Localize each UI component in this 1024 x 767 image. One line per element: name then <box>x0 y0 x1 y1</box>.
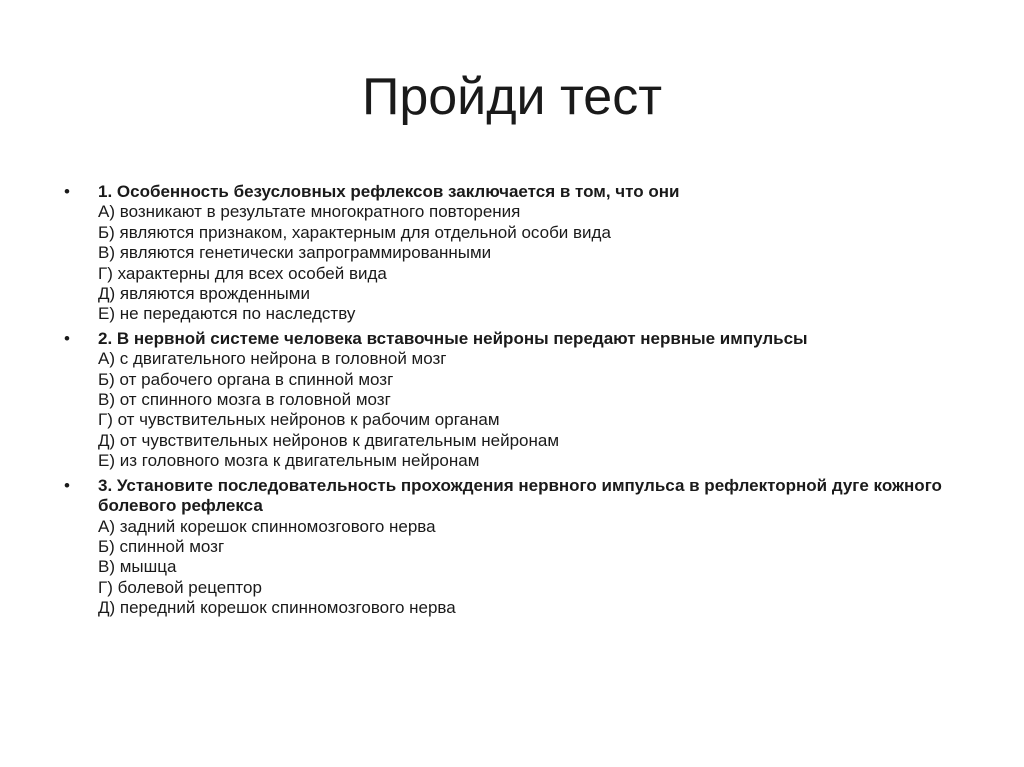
answer-option: А) с двигательного нейрона в головной мозг <box>98 349 447 369</box>
answer-option: Е) из головного мозга к двигательным нейронам <box>98 451 480 471</box>
answer-list <box>98 349 964 471</box>
question-list <box>64 182 964 623</box>
question-item <box>64 182 964 325</box>
answer-option: Д) передний корешок спинномозгового нерва <box>98 598 456 618</box>
answer-list <box>98 517 964 619</box>
question-text: 1. Особенность безусловных рефлексов заключается в том, что они <box>98 182 680 201</box>
slide-title: Пройди тест <box>361 68 663 126</box>
bullet-icon: • <box>64 182 70 201</box>
answer-option: В) являются генетически запрограммированными <box>98 243 492 263</box>
question-item <box>64 329 964 472</box>
answer-option: А) задний корешок спинномозгового нерва <box>98 516 436 536</box>
answer-option: Д) от чувствительных нейронов к двигательным нейронам <box>98 430 560 450</box>
question-text: 2. В нервной системе человека вставочные нейроны передают нервные импульсы <box>98 328 808 348</box>
bullet-icon: • <box>64 328 70 348</box>
answer-option: А) возникают в результате многократного повторения <box>98 202 521 222</box>
answer-option: В) мышца <box>98 557 177 577</box>
answer-option: Б) являются признаком, характерным для отдельной особи вида <box>98 222 611 242</box>
answer-option: Г) болевой рецептор <box>98 577 262 597</box>
answer-option: Е) не передаются по наследству <box>98 304 356 324</box>
answer-list <box>98 202 964 324</box>
bullet-icon: • <box>64 475 70 495</box>
answer-option: Г) характерны для всех особей вида <box>98 263 387 283</box>
answer-option: В) от спинного мозга в головной мозг <box>98 390 391 410</box>
answer-option: Г) от чувствительных нейронов к рабочим органам <box>98 410 500 430</box>
answer-option: Д) являются врожденными <box>98 284 310 304</box>
question-text: 3. Установите последовательность прохождения нервного импульса в рефлекторной дуге кожного болевого рефлекса <box>98 475 942 516</box>
question-item <box>64 476 964 619</box>
answer-option: Б) от рабочего органа в спинной мозг <box>98 369 394 389</box>
answer-option: Б) спинной мозг <box>98 536 225 556</box>
